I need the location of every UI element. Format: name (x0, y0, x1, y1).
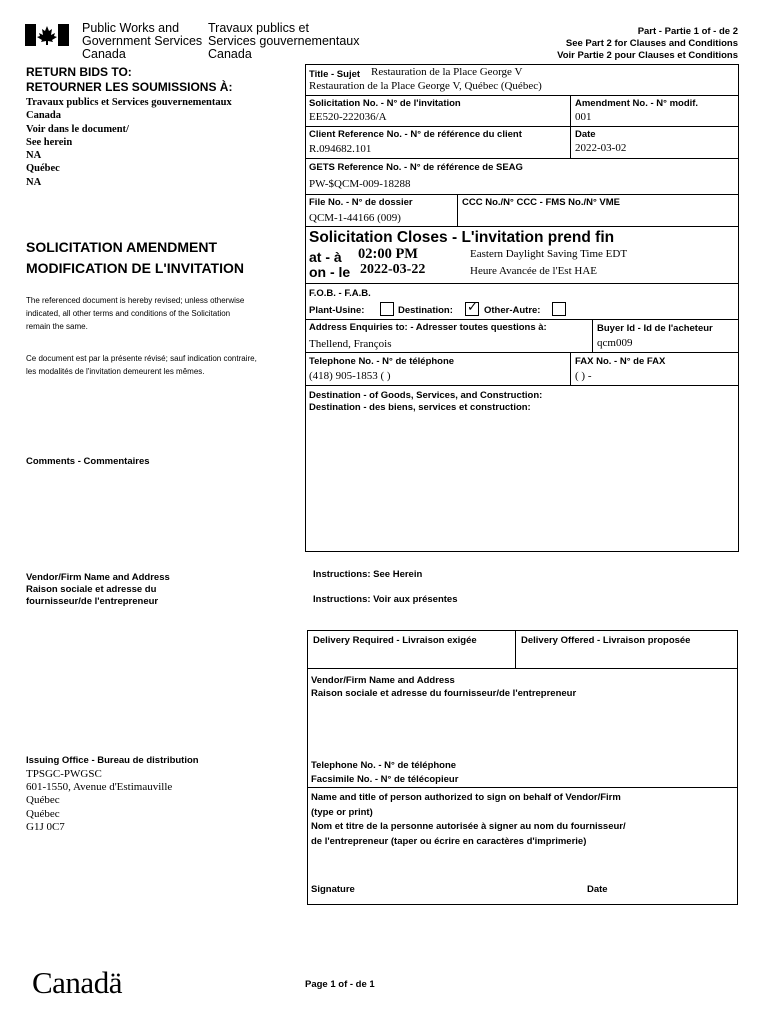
address-enquiries-label: Address Enquiries to: - Adresser toutes questions à: (309, 322, 547, 333)
file-number-value: QCM-1-44166 (009) (309, 212, 401, 224)
note-line: The referenced document is hereby revised; unless otherwise (26, 296, 245, 305)
closing-date-value: 2022-03-22 (360, 262, 426, 277)
gets-reference-label: GETS Reference No. - N° de référence de SEAG (309, 162, 523, 173)
telephone-label: Telephone No. - N° de téléphone (309, 356, 455, 367)
address-line: Québec (26, 163, 60, 175)
vendor-telephone-label: Telephone No. - N° de téléphone (311, 760, 457, 771)
delivery-required-label: Delivery Required - Livraison exigée (313, 635, 477, 646)
address-line: Travaux publics et Services gouvernementaux (26, 97, 232, 108)
issuing-line: Québec (26, 794, 60, 807)
authorized-signer-label (311, 791, 626, 849)
title-value: Restauration de la Place George V (371, 66, 523, 78)
issuing-office-address (26, 768, 172, 834)
org-fr-line: Travaux publics et (208, 21, 309, 35)
vendor-name-en: Vendor/Firm Name and Address (311, 675, 455, 686)
amendment-number-value: 001 (575, 111, 592, 123)
plant-label: Plant-Usine: (309, 305, 365, 316)
at-label: at - à (309, 249, 342, 265)
check-mark-icon: ✓ (467, 300, 478, 315)
vendor-left-label (26, 572, 170, 608)
title-label: Title - Sujet (309, 69, 361, 80)
page-number: Page 1 of - de 1 (305, 979, 375, 990)
ccc-number-label: CCC No./N° CCC - FMS No./N° VME (462, 197, 621, 208)
address-line: Canada (26, 110, 62, 122)
signature-label: Signature (311, 884, 355, 895)
address-line: NA (26, 150, 42, 162)
canada-wordmark-logo: Canadä (32, 965, 122, 1000)
timezone-fr: Heure Avancée de l'Est HAE (470, 265, 598, 277)
timezone-en: Eastern Daylight Saving Time EDT (470, 248, 628, 260)
part-indicator: Part - Partie 1 of - de 2 (637, 26, 738, 37)
part-header (557, 26, 738, 62)
amendment-title-fr: MODIFICATION DE L'INVITATION (26, 260, 244, 276)
buyer-id-label: Buyer Id - Id de l'acheteur (597, 323, 713, 334)
return-bids-fr: RETOURNER LES SOUMISSIONS À: (26, 80, 233, 94)
org-en-line: Canada (82, 47, 126, 61)
instructions-fr: Instructions: Voir aux présentes (313, 594, 458, 605)
note-line: indicated, all other terms and conditions of the Solicitation (26, 309, 231, 318)
issuing-line: 601-1550, Avenue d'Estimauville (26, 781, 173, 794)
telephone-value: (418) 905-1853 ( ) (309, 370, 391, 382)
return-bids-title (26, 65, 232, 95)
return-bids-address (26, 96, 232, 189)
fax-value: ( ) - (575, 370, 592, 382)
title-value-full: Restauration de la Place George V, Québec (Québec) (309, 80, 542, 92)
other-checkbox[interactable] (552, 302, 566, 316)
auth-line: Name and title of person authorized to sign on behalf of Vendor/Firm (311, 792, 621, 803)
vendor-name-label (311, 674, 576, 700)
return-bids-en: RETURN BIDS TO: (26, 65, 132, 79)
client-reference-value: R.094682.101 (309, 143, 372, 155)
see-part-fr: Voir Partie 2 pour Clauses et Conditions (557, 50, 738, 61)
issuing-line: G1J 0C7 (26, 820, 65, 833)
delivery-offered-label: Delivery Offered - Livraison proposée (521, 635, 691, 646)
issuing-office-label: Issuing Office - Bureau de distribution (26, 755, 199, 766)
plant-checkbox[interactable] (380, 302, 394, 316)
solicitation-number-label: Solicitation No. - N° de l'invitation (309, 98, 461, 109)
note-line: Ce document est par la présente révisé; sauf indication contraire, (26, 354, 257, 363)
buyer-id-value: qcm009 (597, 337, 633, 349)
destination-goods-en: Destination - of Goods, Services, and Construction: (309, 390, 543, 401)
auth-line: de l'entrepreneur (taper ou écrire en caractères d'imprimerie) (311, 835, 587, 847)
note-line: les modalités de l'invitation demeurent les mêmes. (26, 367, 205, 376)
closing-time-value: 02:00 PM (358, 246, 418, 262)
solicitation-closes-title: Solicitation Closes - L'invitation prend fin (309, 229, 615, 246)
amendment-number-label: Amendment No. - N° modif. (575, 98, 699, 109)
date-value: 2022-03-02 (575, 142, 627, 154)
destination-checkbox[interactable] (465, 302, 479, 316)
client-reference-label: Client Reference No. - N° de référence du client (309, 129, 522, 140)
amendment-title (26, 237, 244, 279)
vendor-contact-labels (311, 759, 458, 787)
org-en-line: Public Works and (82, 21, 180, 35)
amendment-note-en (26, 294, 244, 333)
destination-goods-fr: Destination - des biens, services et construction: (309, 402, 531, 413)
fob-label: F.O.B. - F.A.B. (309, 288, 371, 299)
address-line: See herein (26, 136, 73, 148)
file-number-label: File No. - N° de dossier (309, 197, 413, 208)
signature-date-label: Date (587, 884, 608, 895)
department-name-fr (208, 22, 359, 61)
solicitation-number-value: EE520-222036/A (309, 111, 387, 123)
issuing-line: Québec (26, 807, 60, 820)
department-name-en (82, 22, 202, 61)
vendor-name-fr: Raison sociale et adresse du fournisseur/de l'entrepreneur (311, 688, 577, 699)
gets-reference-value: PW-$QCM-009-18288 (309, 178, 411, 190)
comments-label: Comments - Commentaires (26, 456, 150, 467)
org-fr-line: Canada (208, 47, 252, 61)
address-line: NA (26, 176, 42, 188)
amendment-note-fr (26, 352, 257, 378)
other-label: Other-Autre: (484, 305, 541, 316)
on-label: on - le (309, 264, 351, 280)
instructions-en: Instructions: See Herein (313, 569, 423, 580)
address-line: Voir dans le document/ (26, 123, 129, 135)
org-fr-line: Services gouvernementaux (208, 34, 360, 48)
vendor-fax-label: Facsimile No. - N° de télécopieur (311, 774, 459, 785)
vendor-left-line: fournisseur/de l'entrepreneur (26, 596, 159, 607)
canada-flag-icon (25, 24, 69, 46)
fax-label: FAX No. - N° de FAX (575, 356, 666, 367)
auth-line: (type or print) (311, 806, 373, 818)
government-flag-logo (25, 24, 69, 46)
address-enquiries-value: Thellend, François (309, 338, 392, 350)
date-label: Date (575, 129, 596, 140)
see-part-en: See Part 2 for Clauses and Conditions (565, 38, 738, 49)
vendor-left-line: Raison sociale et adresse du (26, 584, 157, 595)
vendor-left-line: Vendor/Firm Name and Address (26, 572, 170, 583)
destination-label: Destination: (398, 305, 453, 316)
note-line: remain the same. (26, 322, 88, 331)
destination-goods-label (309, 390, 542, 414)
auth-line: Nom et titre de la personne autorisée à signer au nom du fournisseur/ (311, 821, 626, 832)
org-en-line: Government Services (82, 34, 203, 48)
issuing-line: TPSGC-PWGSC (26, 768, 102, 780)
amendment-title-en: SOLICITATION AMENDMENT (26, 239, 218, 255)
